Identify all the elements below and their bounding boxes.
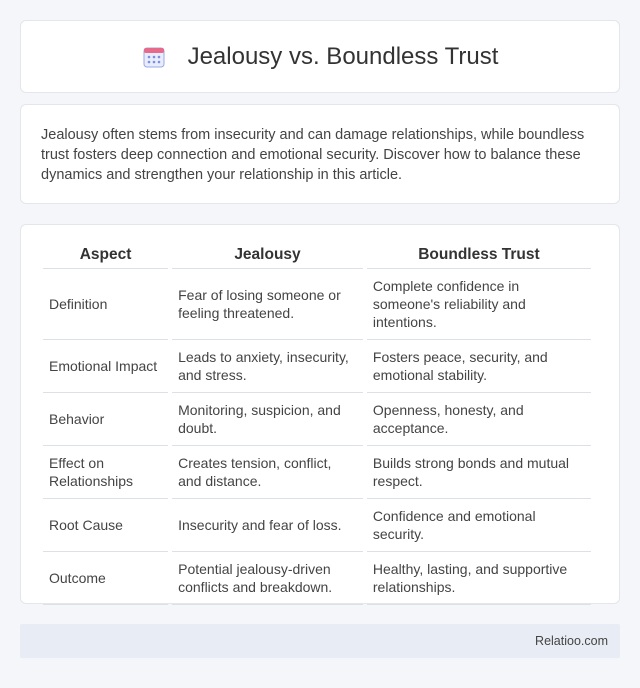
cell-trust: Builds strong bonds and mutual respect. [367, 446, 591, 499]
footer [20, 624, 620, 658]
cell-jealousy: Monitoring, suspicion, and doubt. [172, 393, 363, 446]
cell-aspect: Behavior [43, 393, 168, 446]
cell-trust: Fosters peace, security, and emotional stability. [367, 340, 591, 393]
cell-trust: Confidence and emotional security. [367, 499, 591, 552]
table-row [43, 552, 591, 605]
cell-jealousy: Insecurity and fear of loss. [172, 499, 363, 552]
cell-aspect: Effect on Relationships [43, 446, 168, 499]
header-trust: Boundless Trust [367, 243, 591, 269]
cell-trust: Healthy, lasting, and supportive relationships. [367, 552, 591, 605]
title-card [20, 20, 620, 93]
table-row [43, 499, 591, 552]
cell-aspect: Outcome [43, 552, 168, 605]
cell-aspect: Root Cause [43, 499, 168, 552]
cell-aspect: Emotional Impact [43, 340, 168, 393]
header-aspect: Aspect [43, 243, 168, 269]
cell-aspect: Definition [43, 269, 168, 340]
cell-trust: Complete confidence in someone's reliability and intentions. [367, 269, 591, 340]
page-title: Jealousy vs. Boundless Trust [187, 42, 499, 70]
cell-jealousy: Creates tension, conflict, and distance. [172, 446, 363, 499]
cell-trust: Openness, honesty, and acceptance. [367, 393, 591, 446]
comparison-table [39, 243, 595, 605]
table-header-row [43, 243, 591, 269]
header-jealousy: Jealousy [172, 243, 363, 269]
cell-jealousy: Leads to anxiety, insecurity, and stress. [172, 340, 363, 393]
cell-jealousy: Potential jealousy-driven conflicts and breakdown. [172, 552, 363, 605]
intro-text: Jealousy often stems from insecurity and can damage relationships, while boundless trust fosters deep connection and emotional security. Discover how to balance these dynamics and strengthen your relationship in this article. [41, 127, 585, 183]
cell-jealousy: Fear of losing someone or feeling threatened. [172, 269, 363, 340]
comparison-table-card [20, 224, 620, 604]
table-row [43, 269, 591, 340]
calendar-icon [142, 45, 166, 69]
table-row [43, 393, 591, 446]
footer-brand: Relatioo.com [535, 634, 608, 648]
table-row [43, 340, 591, 393]
table-row [43, 446, 591, 499]
intro-card [20, 104, 620, 204]
